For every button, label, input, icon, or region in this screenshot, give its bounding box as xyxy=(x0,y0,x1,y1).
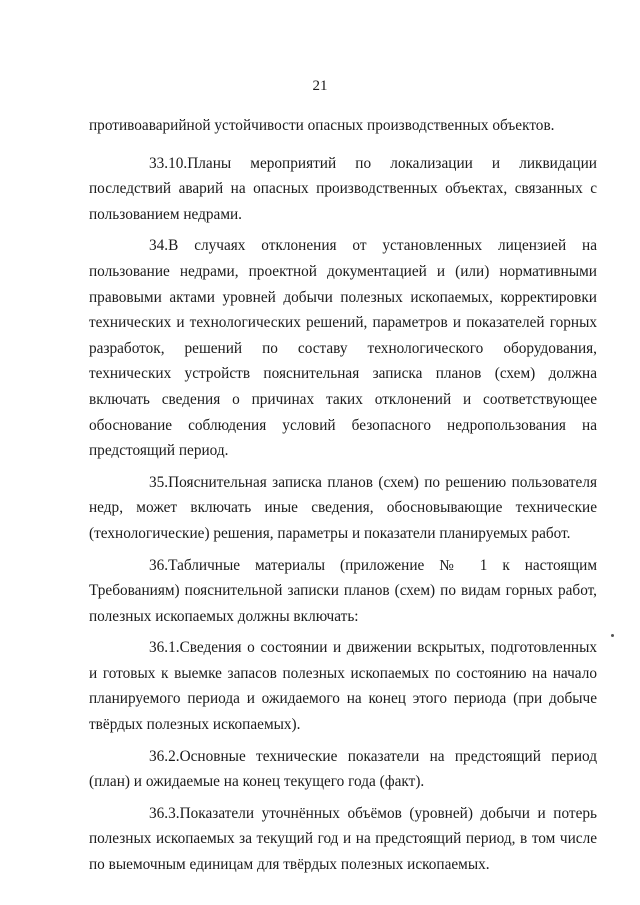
paragraph-36-1 xyxy=(89,635,597,737)
paragraph-33-10 xyxy=(89,151,597,228)
paragraph-text: В случаях отклонения от установленных лицензией на пользование недрами, проектной документацией и (или) нормативными правовыми актами уровней добычи полезных ископаемых, корректировки технических и технологических решений, параметров и показателей горных разработок, решений по составу технологического оборудования, технических устройств пояснительная записка планов (схем) должна включать сведения о причинах таких отклонений и соответствующее обоснование соблюдения условий безопасного недропользования на предстоящий период. xyxy=(89,237,597,460)
page-number: 21 xyxy=(312,78,328,94)
paragraph-34 xyxy=(89,233,597,463)
paragraph-text: Основные технические показатели на предстоящий период (план) и ожидаемые на конец текущего года (факт). xyxy=(89,747,597,791)
paragraph-36 xyxy=(89,553,597,630)
paragraph-text: Показатели уточнённых объёмов (уровней) добычи и потерь полезных ископаемых за текущий год и на предстоящий период, в том числе по выемочным единицам для твёрдых полезных ископаемых. xyxy=(89,804,597,874)
paragraph-number: 33.10. xyxy=(149,154,188,172)
paragraph-36-2 xyxy=(89,744,597,795)
paragraph-number: 36. xyxy=(149,556,169,574)
paragraph-number: 36.2. xyxy=(149,747,180,765)
paragraph-text: Пояснительная записка планов (схем) по решению пользователя недр, может включать иные сведения, обосновывающие технические (технологические) решения, параметры и показатели планируемых работ. xyxy=(89,473,597,542)
paragraph-continuation xyxy=(89,113,597,139)
paragraph-36-3 xyxy=(89,801,597,878)
paragraph-number: 34. xyxy=(149,237,169,255)
paragraph-text: противоаварийной устойчивости опасных производственных объектов. xyxy=(89,117,555,134)
paragraph-text: Планы мероприятий по локализации и ликвидации последствий аварий на опасных производственных объектах, связанных с пользованием недрами. xyxy=(89,154,597,223)
paragraph-number: 36.1. xyxy=(149,639,180,657)
scan-dot-mark xyxy=(611,634,614,637)
paragraph-text: Сведения о состоянии и движении вскрытых, подготовленных и готовых к выемке запасов полезных ископаемых по состоянию на начало планируемого периода и ожидаемого на конец этого периода (при добыче твёрдых полезных ископаемых). xyxy=(89,639,597,734)
paragraph-number: 35. xyxy=(149,473,169,491)
paragraph-number: 36.3. xyxy=(149,804,180,822)
document-body xyxy=(89,113,597,878)
paragraph-35 xyxy=(89,470,597,547)
paragraph-text: Табличные материалы (приложение № 1 к настоящим Требованиям) пояснительной записки планов (схем) по видам горных работ, полезных ископаемых должны включать: xyxy=(89,556,597,625)
